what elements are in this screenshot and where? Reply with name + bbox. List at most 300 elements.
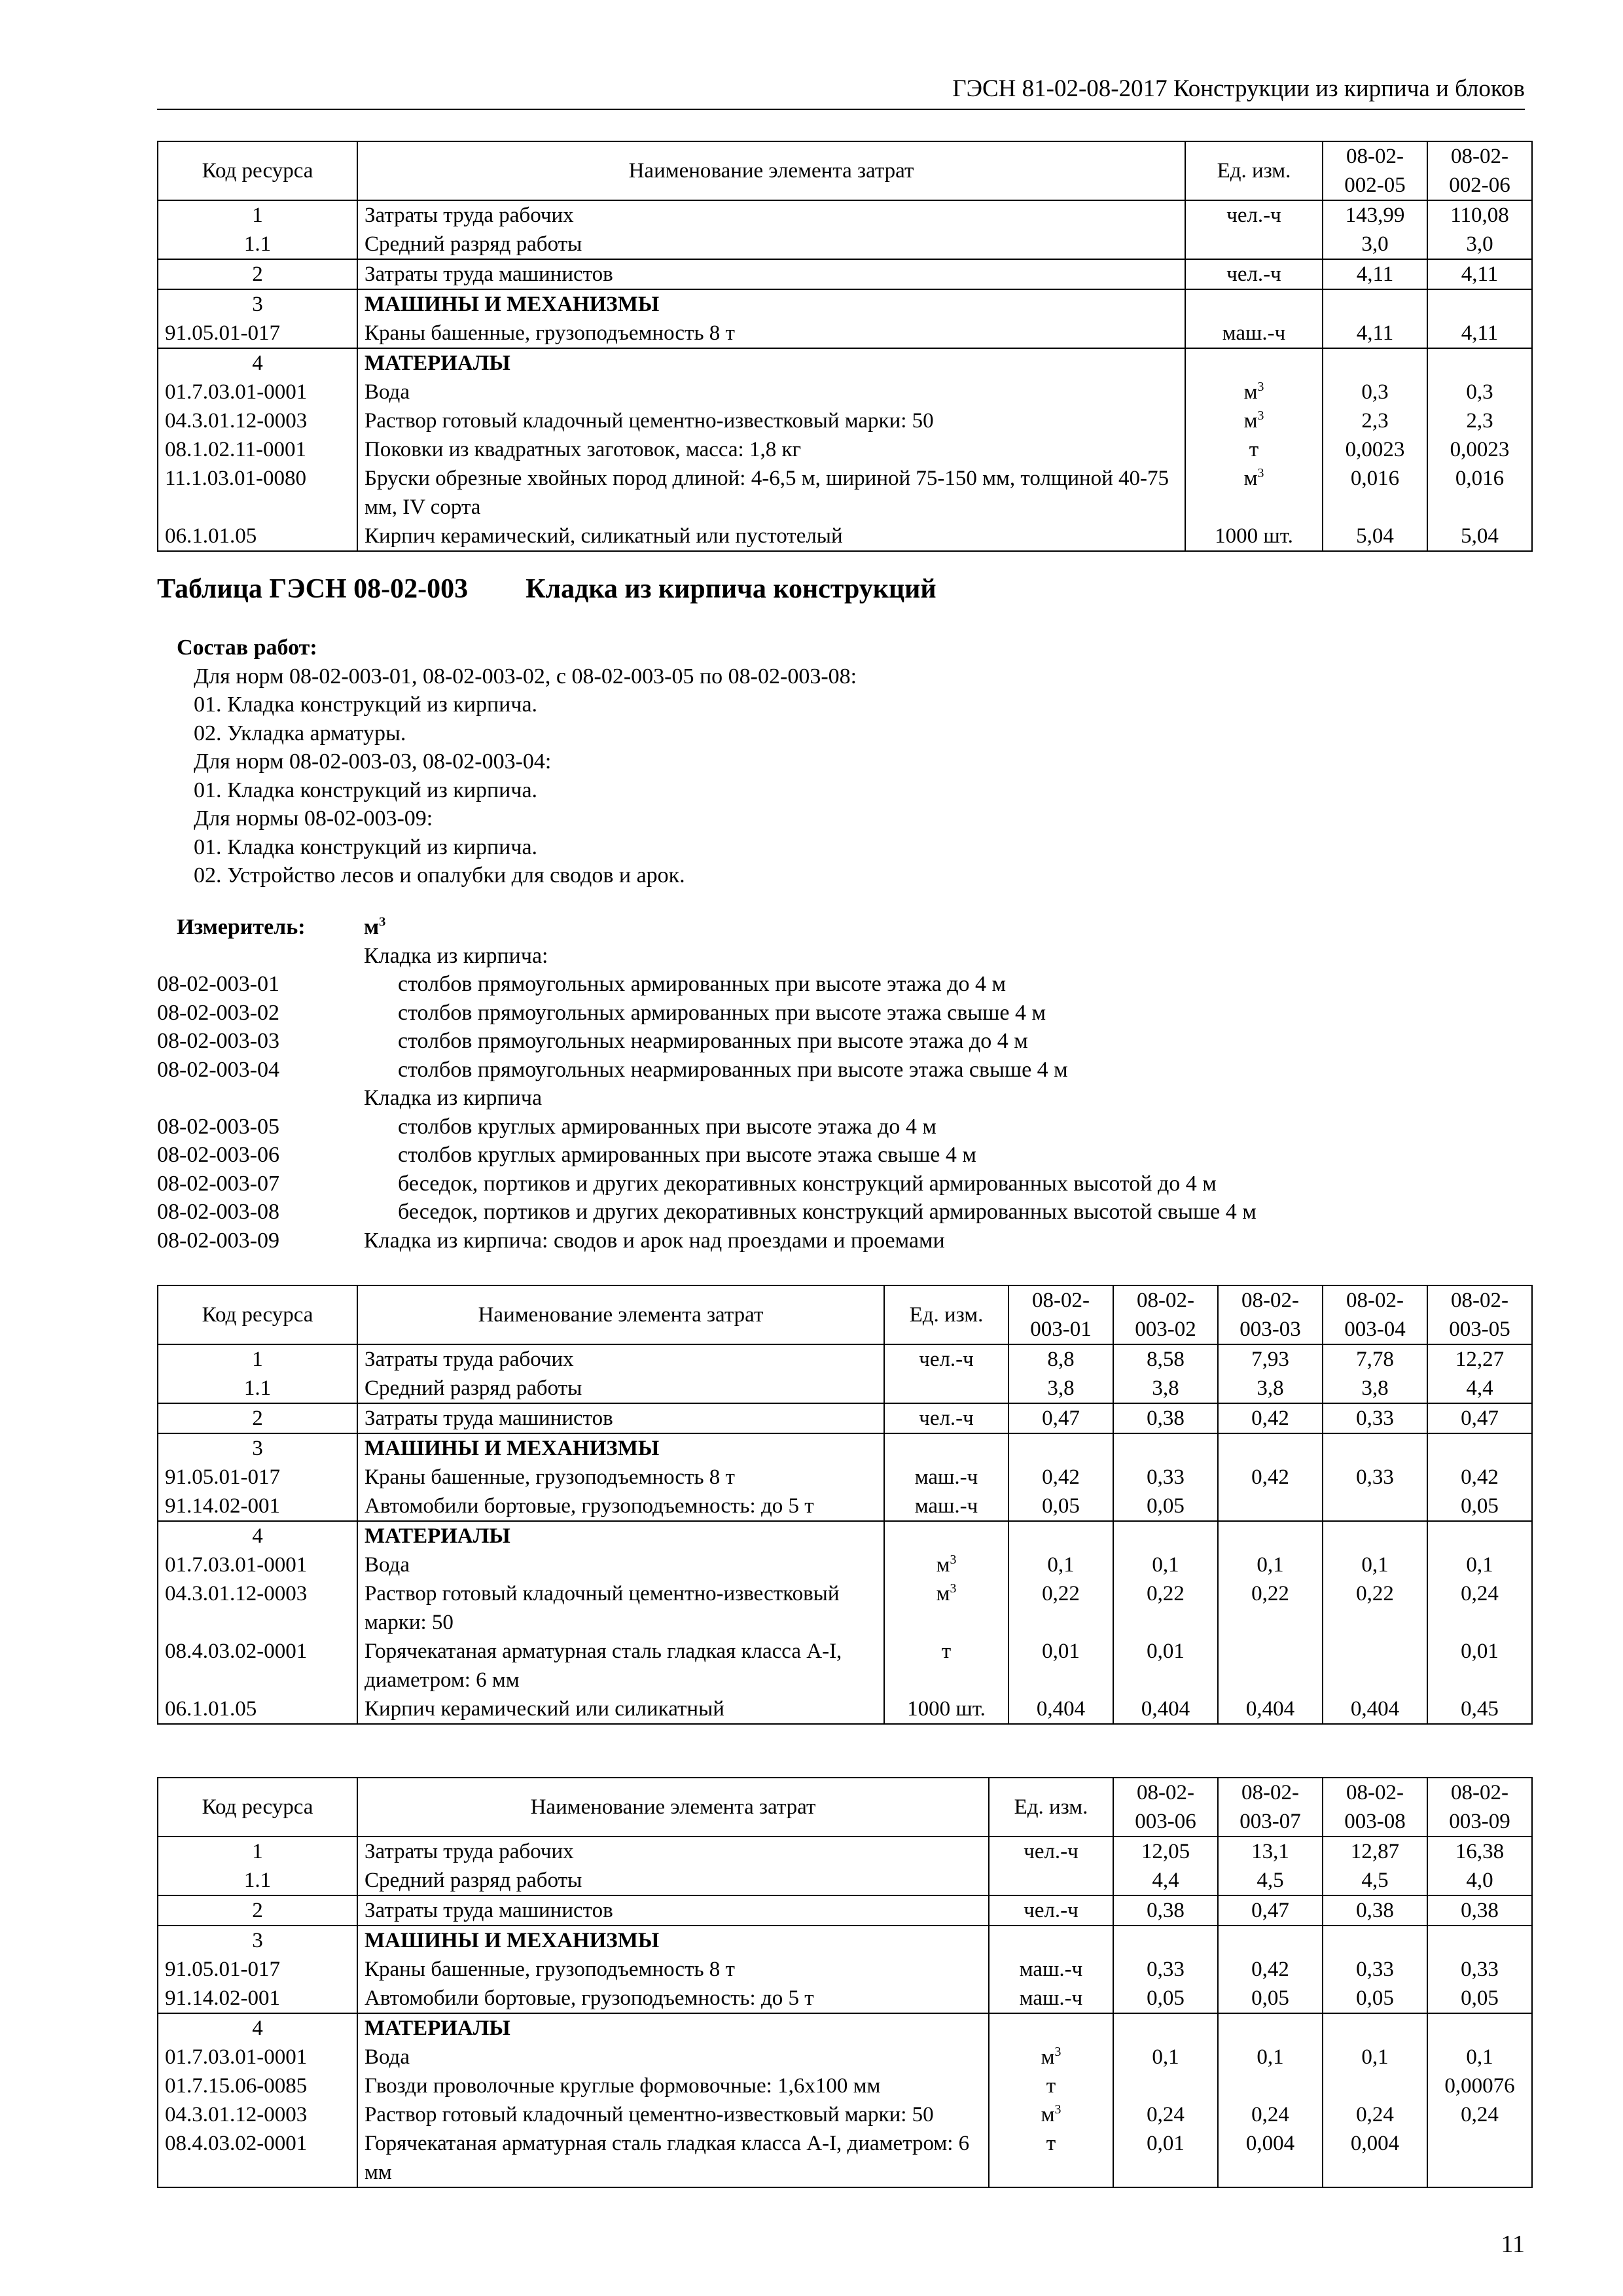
resource-value: 0,1 xyxy=(1323,2043,1427,2072)
resource-value: 0,33 xyxy=(1323,1955,1427,1984)
resource-name: Бруски обрезные хвойных пород длиной: 4-6,5 м, шириной 75-150 мм, толщиной 40-75 мм, IV сорта xyxy=(357,464,1185,522)
resource-value: 0,1 xyxy=(1427,2043,1532,2072)
resource-unit: $м^3$ xyxy=(1185,406,1323,435)
resource-value: 4,11 xyxy=(1427,259,1532,289)
resource-name: Раствор готовый кладочный цементно-известковый марки: 50 xyxy=(357,1579,884,1637)
work-step: 01. Кладка конструкций из кирпича. xyxy=(194,778,538,802)
resource-value xyxy=(1218,1521,1323,1551)
resource-table-3 xyxy=(157,1777,1533,2188)
norm-description: столбов прямоугольных армированных при высоте этажа свыше 4 м xyxy=(398,1000,1046,1025)
resource-name: Раствор готовый кладочный цементно-известковый марки: 50 xyxy=(357,2100,989,2129)
resource-code: 2 xyxy=(158,1403,357,1433)
resource-name: Краны башенные, грузоподъемность 8 т xyxy=(357,1955,989,1984)
resource-code: 4 xyxy=(158,1521,357,1551)
norm-description: беседок, портиков и других декоративных конструкций армированных высотой свыше 4 м xyxy=(398,1200,1257,1224)
resource-value xyxy=(1218,1433,1323,1463)
resource-unit: т xyxy=(1185,435,1323,464)
resource-unit: чел.-ч xyxy=(1185,200,1323,230)
resource-unit: маш.-ч xyxy=(989,1984,1113,2013)
resource-value: 0,1 xyxy=(1427,1551,1532,1579)
resource-name: Вода xyxy=(357,1551,884,1579)
resource-value: 0,05 xyxy=(1427,1492,1532,1521)
norm-description: Кладка из кирпича: сводов и арок над проездами и проемами xyxy=(364,1228,945,1253)
resource-value: 0,24 xyxy=(1218,2100,1323,2129)
resource-name: Краны башенные, грузоподъемность 8 т xyxy=(357,1463,884,1492)
resource-value: 0,38 xyxy=(1113,1403,1218,1433)
resource-value: 0,004 xyxy=(1323,2129,1427,2187)
resource-value: 0,00076 xyxy=(1427,2072,1532,2100)
resource-value xyxy=(1113,1433,1218,1463)
resource-value: 0,38 xyxy=(1113,1895,1218,1926)
work-composition-heading: Состав работ: xyxy=(177,636,317,660)
header-norm-code: 08-02- 003-07 xyxy=(1218,1778,1323,1837)
resource-code: 91.05.01-017 xyxy=(158,1463,357,1492)
resource-value: 0,016 xyxy=(1427,464,1532,522)
resource-code: 91.14.02-001 xyxy=(158,1984,357,2013)
table-row xyxy=(158,1433,1532,1463)
resource-value: 0,004 xyxy=(1218,2129,1323,2187)
resource-name: Автомобили бортовые, грузоподъемность: до 5 т xyxy=(357,1492,884,1521)
resource-value: 0,0023 xyxy=(1427,435,1532,464)
resource-value: 0,33 xyxy=(1427,1955,1532,1984)
resource-value: 0,38 xyxy=(1323,1895,1427,1926)
resource-value: 4,11 xyxy=(1323,259,1427,289)
resource-name: Кирпич керамический или силикатный xyxy=(357,1695,884,1724)
resource-name: Затраты труда машинистов xyxy=(357,1895,989,1926)
resource-value: 4,4 xyxy=(1427,1374,1532,1403)
norm-description: Кладка из кирпича: xyxy=(364,943,548,968)
resource-value: 0,38 xyxy=(1427,1895,1532,1926)
table-row xyxy=(158,259,1532,289)
resource-unit xyxy=(989,2013,1113,2043)
norm-description: столбов круглых армированных при высоте этажа до 4 м xyxy=(398,1114,936,1139)
resource-value: 0,01 xyxy=(1113,1637,1218,1695)
resource-name: МАШИНЫ И МЕХАНИЗМЫ xyxy=(357,1433,884,1463)
resource-value: 0,05 xyxy=(1113,1984,1218,2013)
resource-value: 0,01 xyxy=(1008,1637,1113,1695)
resource-value xyxy=(1323,1492,1427,1521)
resource-value xyxy=(1113,2072,1218,2100)
table-row xyxy=(158,2072,1532,2100)
resource-value: 13,1 xyxy=(1218,1837,1323,1866)
resource-name: Горячекатаная арматурная сталь гладкая класса А-I, диаметром: 6 мм xyxy=(357,1637,884,1695)
resource-code: 04.3.01.12-0003 xyxy=(158,2100,357,2129)
header-norm-code: 08-02- 003-03 xyxy=(1218,1285,1323,1344)
resource-value: 0,22 xyxy=(1113,1579,1218,1637)
resource-value: 0,05 xyxy=(1218,1984,1323,2013)
norm-description: столбов прямоугольных неармированных при высоте этажа свыше 4 м xyxy=(398,1057,1068,1082)
resource-value xyxy=(1427,2129,1532,2187)
resource-value: 0,404 xyxy=(1218,1695,1323,1724)
resource-value: 0,01 xyxy=(1113,2129,1218,2187)
resource-value: 110,08 xyxy=(1427,200,1532,230)
resource-code: 01.7.03.01-0001 xyxy=(158,378,357,406)
norm-row xyxy=(157,1084,1531,1113)
resource-code: 1.1 xyxy=(158,1866,357,1895)
resource-unit: $м^3$ xyxy=(1185,378,1323,406)
measurement-block xyxy=(157,913,1531,1255)
norm-description: беседок, портиков и других декоративных конструкций армированных высотой до 4 м xyxy=(398,1171,1217,1196)
norm-row xyxy=(157,1027,1531,1056)
resource-value: 7,93 xyxy=(1218,1344,1323,1374)
table-title-code: Таблица ГЭСН 08-02-003 xyxy=(157,574,469,604)
work-step: 01. Кладка конструкций из кирпича. xyxy=(194,834,538,859)
resource-unit: $м^3$ xyxy=(989,2043,1113,2072)
header-norm-code: 08-02- 002-05 xyxy=(1323,141,1427,200)
resource-value: 4,5 xyxy=(1323,1866,1427,1895)
resource-value xyxy=(1427,1926,1532,1955)
resource-code: 11.1.03.01-0080 xyxy=(158,464,357,522)
resource-code: 3 xyxy=(158,1926,357,1955)
resource-value xyxy=(1427,2013,1532,2043)
norm-code: 08-02-003-01 xyxy=(157,972,279,996)
table-header-row xyxy=(158,1285,1532,1344)
resource-name: Средний разряд работы xyxy=(357,230,1185,259)
resource-name: Средний разряд работы xyxy=(357,1374,884,1403)
resource-value xyxy=(1323,1637,1427,1695)
resource-value xyxy=(1323,289,1427,319)
resource-value: 0,1 xyxy=(1218,2043,1323,2072)
resource-value: 4,0 xyxy=(1427,1866,1532,1895)
resource-value: 7,78 xyxy=(1323,1344,1427,1374)
resource-name: Затраты труда машинистов xyxy=(357,259,1185,289)
resource-value: 0,24 xyxy=(1323,2100,1427,2129)
norm-code: 08-02-003-04 xyxy=(157,1057,279,1082)
norm-row xyxy=(157,999,1531,1028)
work-step: Для норм 08-02-003-03, 08-02-003-04: xyxy=(194,749,552,774)
resource-table-1 xyxy=(157,141,1533,552)
norm-code: 08-02-003-02 xyxy=(157,1000,279,1025)
norm-code: 08-02-003-03 xyxy=(157,1029,279,1053)
table-row xyxy=(158,435,1532,464)
resource-value: 0,45 xyxy=(1427,1695,1532,1724)
resource-unit: $м^3$ xyxy=(1185,464,1323,522)
table-row xyxy=(158,522,1532,551)
resource-unit: маш.-ч xyxy=(884,1492,1008,1521)
resource-value: 0,05 xyxy=(1427,1984,1532,2013)
norm-row xyxy=(157,1198,1531,1227)
resource-unit: маш.-ч xyxy=(989,1955,1113,1984)
page-number: 11 xyxy=(1501,2231,1525,2258)
resource-value xyxy=(1113,2013,1218,2043)
resource-value: 0,0023 xyxy=(1323,435,1427,464)
norm-row xyxy=(157,1227,1531,1255)
resource-name: Поковки из квадратных заготовок, масса: 1,8 кг xyxy=(357,435,1185,464)
resource-value: 4,4 xyxy=(1113,1866,1218,1895)
resource-value: 0,1 xyxy=(1113,2043,1218,2072)
resource-unit xyxy=(1185,348,1323,378)
resource-unit xyxy=(1185,230,1323,259)
resource-value: 0,42 xyxy=(1008,1463,1113,1492)
resource-value xyxy=(1323,348,1427,378)
resource-value: 0,016 xyxy=(1323,464,1427,522)
resource-code: 08.4.03.02-0001 xyxy=(158,2129,357,2187)
resource-name: МАТЕРИАЛЫ xyxy=(357,2013,989,2043)
resource-name: Средний разряд работы xyxy=(357,1866,989,1895)
table-title xyxy=(157,571,936,607)
norm-row xyxy=(157,970,1531,999)
resource-code: 4 xyxy=(158,348,357,378)
resource-value xyxy=(1218,2013,1323,2043)
table-row xyxy=(158,2100,1532,2129)
norm-row xyxy=(157,942,1531,971)
norm-row xyxy=(157,1170,1531,1198)
resource-value: 12,27 xyxy=(1427,1344,1532,1374)
resource-value xyxy=(1008,1433,1113,1463)
resource-value xyxy=(1323,2013,1427,2043)
resource-name: МАТЕРИАЛЫ xyxy=(357,348,1185,378)
resource-value xyxy=(1427,1433,1532,1463)
header-norm-code: 08-02- 003-09 xyxy=(1427,1778,1532,1837)
resource-code: 08.1.02.11-0001 xyxy=(158,435,357,464)
resource-code: 1.1 xyxy=(158,1374,357,1403)
table-row xyxy=(158,348,1532,378)
header-norm-code: 08-02- 003-08 xyxy=(1323,1778,1427,1837)
resource-value: 3,0 xyxy=(1323,230,1427,259)
resource-value: 0,22 xyxy=(1323,1579,1427,1637)
resource-name: МАШИНЫ И МЕХАНИЗМЫ xyxy=(357,1926,989,1955)
resource-name: Краны башенные, грузоподъемность 8 т xyxy=(357,319,1185,348)
table-header-row xyxy=(158,1778,1532,1837)
table-row xyxy=(158,1521,1532,1551)
running-header: ГЭСН 81-02-08-2017 Конструкции из кирпича и блоков xyxy=(157,73,1525,110)
resource-value: 0,33 xyxy=(1323,1463,1427,1492)
table-row xyxy=(158,1403,1532,1433)
header-unit: Ед. изм. xyxy=(989,1778,1113,1837)
resource-value: 0,3 xyxy=(1427,378,1532,406)
resource-value: 2,3 xyxy=(1427,406,1532,435)
resource-name: Горячекатаная арматурная сталь гладкая класса А-I, диаметром: 6 мм xyxy=(357,2129,989,2187)
resource-name: Затраты труда рабочих xyxy=(357,200,1185,230)
table-row xyxy=(158,1926,1532,1955)
resource-code: 01.7.15.06-0085 xyxy=(158,2072,357,2100)
header-name: Наименование элемента затрат xyxy=(357,141,1185,200)
resource-value: 0,22 xyxy=(1218,1579,1323,1637)
norm-row xyxy=(157,1056,1531,1085)
resource-code: 04.3.01.12-0003 xyxy=(158,406,357,435)
table-row xyxy=(158,2043,1532,2072)
resource-unit xyxy=(884,1521,1008,1551)
header-norm-code: 08-02- 003-01 xyxy=(1008,1285,1113,1344)
work-step: Для нормы 08-02-003-09: xyxy=(194,806,433,831)
resource-code: 01.7.03.01-0001 xyxy=(158,1551,357,1579)
resource-code: 2 xyxy=(158,1895,357,1926)
resource-value xyxy=(1113,1521,1218,1551)
resource-value xyxy=(1218,1492,1323,1521)
resource-value: 0,47 xyxy=(1427,1403,1532,1433)
table-row xyxy=(158,1695,1532,1724)
resource-unit: т xyxy=(884,1637,1008,1695)
resource-value: 0,01 xyxy=(1427,1637,1532,1695)
resource-value: 0,05 xyxy=(1113,1492,1218,1521)
resource-value: 0,24 xyxy=(1113,2100,1218,2129)
resource-value xyxy=(1323,1926,1427,1955)
resource-value: 3,8 xyxy=(1323,1374,1427,1403)
resource-code: 2 xyxy=(158,259,357,289)
resource-unit: чел.-ч xyxy=(989,1895,1113,1926)
norm-code: 08-02-003-08 xyxy=(157,1200,279,1224)
norm-code: 08-02-003-06 xyxy=(157,1143,279,1167)
resource-value: 0,05 xyxy=(1323,1984,1427,2013)
norm-description: столбов прямоугольных неармированных при высоте этажа до 4 м xyxy=(398,1029,1028,1053)
resource-unit xyxy=(989,1866,1113,1895)
resource-code: 3 xyxy=(158,289,357,319)
resource-value xyxy=(1218,1926,1323,1955)
resource-code: 1 xyxy=(158,200,357,230)
resource-value: 0,05 xyxy=(1008,1492,1113,1521)
resource-value: 3,8 xyxy=(1218,1374,1323,1403)
resource-code: 91.14.02-001 xyxy=(158,1492,357,1521)
resource-value: 0,3 xyxy=(1323,378,1427,406)
resource-value: 12,87 xyxy=(1323,1837,1427,1866)
resource-value: 3,8 xyxy=(1113,1374,1218,1403)
norm-row xyxy=(157,1113,1531,1141)
resource-value: 4,11 xyxy=(1323,319,1427,348)
table-row xyxy=(158,2013,1532,2043)
work-step: 02. Устройство лесов и опалубки для сводов и арок. xyxy=(194,863,685,888)
resource-value: 0,404 xyxy=(1113,1695,1218,1724)
resource-unit: чел.-ч xyxy=(884,1344,1008,1374)
table-row xyxy=(158,464,1532,522)
table-row xyxy=(158,1551,1532,1579)
resource-value: 5,04 xyxy=(1427,522,1532,551)
resource-value: 3,0 xyxy=(1427,230,1532,259)
resource-value: 0,42 xyxy=(1427,1463,1532,1492)
resource-name: МАШИНЫ И МЕХАНИЗМЫ xyxy=(357,289,1185,319)
table-row xyxy=(158,2129,1532,2187)
header-unit: Ед. изм. xyxy=(884,1285,1008,1344)
table-row xyxy=(158,1866,1532,1895)
resource-code: 3 xyxy=(158,1433,357,1463)
resource-value: 0,42 xyxy=(1218,1955,1323,1984)
resource-value: 0,42 xyxy=(1218,1403,1323,1433)
resource-value xyxy=(1218,1637,1323,1695)
table-row xyxy=(158,378,1532,406)
table-header-row xyxy=(158,141,1532,200)
table-title-name: Кладка из кирпича конструкций xyxy=(526,574,936,604)
header-norm-code: 08-02- 003-06 xyxy=(1113,1778,1218,1837)
work-composition xyxy=(177,634,857,890)
resource-value: 0,47 xyxy=(1218,1895,1323,1926)
resource-code: 04.3.01.12-0003 xyxy=(158,1579,357,1637)
resource-value: 4,5 xyxy=(1218,1866,1323,1895)
meter-unit xyxy=(364,913,1531,942)
resource-value: 16,38 xyxy=(1427,1837,1532,1866)
resource-value: 0,1 xyxy=(1008,1551,1113,1579)
resource-value: 0,22 xyxy=(1008,1579,1113,1637)
resource-unit: 1000 шт. xyxy=(1185,522,1323,551)
resource-unit xyxy=(1185,289,1323,319)
resource-value: 12,05 xyxy=(1113,1837,1218,1866)
resource-name: Раствор готовый кладочный цементно-известковый марки: 50 xyxy=(357,406,1185,435)
table-row xyxy=(158,1374,1532,1403)
resource-value: 0,33 xyxy=(1323,1403,1427,1433)
resource-value xyxy=(1323,2072,1427,2100)
table-row xyxy=(158,230,1532,259)
work-step: 01. Кладка конструкций из кирпича. xyxy=(194,692,538,717)
resource-value: 0,1 xyxy=(1218,1551,1323,1579)
norm-row xyxy=(157,1141,1531,1170)
resource-code: 91.05.01-017 xyxy=(158,319,357,348)
resource-unit: $м^3$ xyxy=(989,2100,1113,2129)
table-row xyxy=(158,1344,1532,1374)
resource-value: 143,99 xyxy=(1323,200,1427,230)
resource-code: 06.1.01.05 xyxy=(158,522,357,551)
table-row xyxy=(158,1492,1532,1521)
table-row xyxy=(158,1579,1532,1637)
resource-unit xyxy=(884,1374,1008,1403)
resource-value: 0,404 xyxy=(1323,1695,1427,1724)
resource-value: 8,58 xyxy=(1113,1344,1218,1374)
resource-code: 91.05.01-017 xyxy=(158,1955,357,1984)
resource-value: 8,8 xyxy=(1008,1344,1113,1374)
resource-unit xyxy=(989,1926,1113,1955)
resource-value xyxy=(1008,1521,1113,1551)
work-step: Для норм 08-02-003-01, 08-02-003-02, с 08-02-003-05 по 08-02-003-08: xyxy=(194,664,857,689)
meter-unit-text: $м^3$ xyxy=(364,914,386,939)
resource-name: Вода xyxy=(357,378,1185,406)
header-code: Код ресурса xyxy=(158,1778,357,1837)
work-step: 02. Укладка арматуры. xyxy=(194,721,406,745)
resource-code: 06.1.01.05 xyxy=(158,1695,357,1724)
resource-name: Затраты труда рабочих xyxy=(357,1344,884,1374)
resource-name: Вода xyxy=(357,2043,989,2072)
resource-value xyxy=(1323,1521,1427,1551)
norm-description: Кладка из кирпича xyxy=(364,1086,543,1110)
resource-code: 1.1 xyxy=(158,230,357,259)
table-row xyxy=(158,200,1532,230)
resource-name: Гвозди проволочные круглые формовочные: 1,6х100 мм xyxy=(357,2072,989,2100)
resource-value xyxy=(1427,1521,1532,1551)
resource-value: 0,1 xyxy=(1113,1551,1218,1579)
resource-value: 3,8 xyxy=(1008,1374,1113,1403)
resource-code: 1 xyxy=(158,1837,357,1866)
resource-name: МАТЕРИАЛЫ xyxy=(357,1521,884,1551)
header-code: Код ресурса xyxy=(158,1285,357,1344)
resource-name: Затраты труда рабочих xyxy=(357,1837,989,1866)
resource-value: 4,11 xyxy=(1427,319,1532,348)
header-norm-code: 08-02- 002-06 xyxy=(1427,141,1532,200)
norm-code xyxy=(157,1084,364,1113)
header-norm-code: 08-02- 003-05 xyxy=(1427,1285,1532,1344)
table-row xyxy=(158,1637,1532,1695)
resource-unit: т xyxy=(989,2129,1113,2187)
resource-table-2 xyxy=(157,1285,1533,1725)
resource-value xyxy=(1427,348,1532,378)
table-row xyxy=(158,319,1532,348)
norm-description: столбов прямоугольных армированных при высоте этажа до 4 м xyxy=(398,972,1007,996)
meter-label: Измеритель: xyxy=(177,915,306,939)
resource-value: 0,47 xyxy=(1008,1403,1113,1433)
norm-code xyxy=(157,942,364,971)
resource-code: 1 xyxy=(158,1344,357,1374)
resource-unit: маш.-ч xyxy=(884,1463,1008,1492)
resource-unit: чел.-ч xyxy=(884,1403,1008,1433)
norm-code: 08-02-003-05 xyxy=(157,1114,279,1139)
resource-name: Автомобили бортовые, грузоподъемность: до 5 т xyxy=(357,1984,989,2013)
header-norm-code: 08-02- 003-02 xyxy=(1113,1285,1218,1344)
resource-value: 0,33 xyxy=(1113,1463,1218,1492)
resource-name: Затраты труда машинистов xyxy=(357,1403,884,1433)
resource-value: 5,04 xyxy=(1323,522,1427,551)
resource-code: 4 xyxy=(158,2013,357,2043)
table-row xyxy=(158,1955,1532,1984)
resource-unit: $м^3$ xyxy=(884,1551,1008,1579)
table-row xyxy=(158,289,1532,319)
table-row xyxy=(158,1984,1532,2013)
resource-unit xyxy=(884,1433,1008,1463)
resource-unit: чел.-ч xyxy=(1185,259,1323,289)
